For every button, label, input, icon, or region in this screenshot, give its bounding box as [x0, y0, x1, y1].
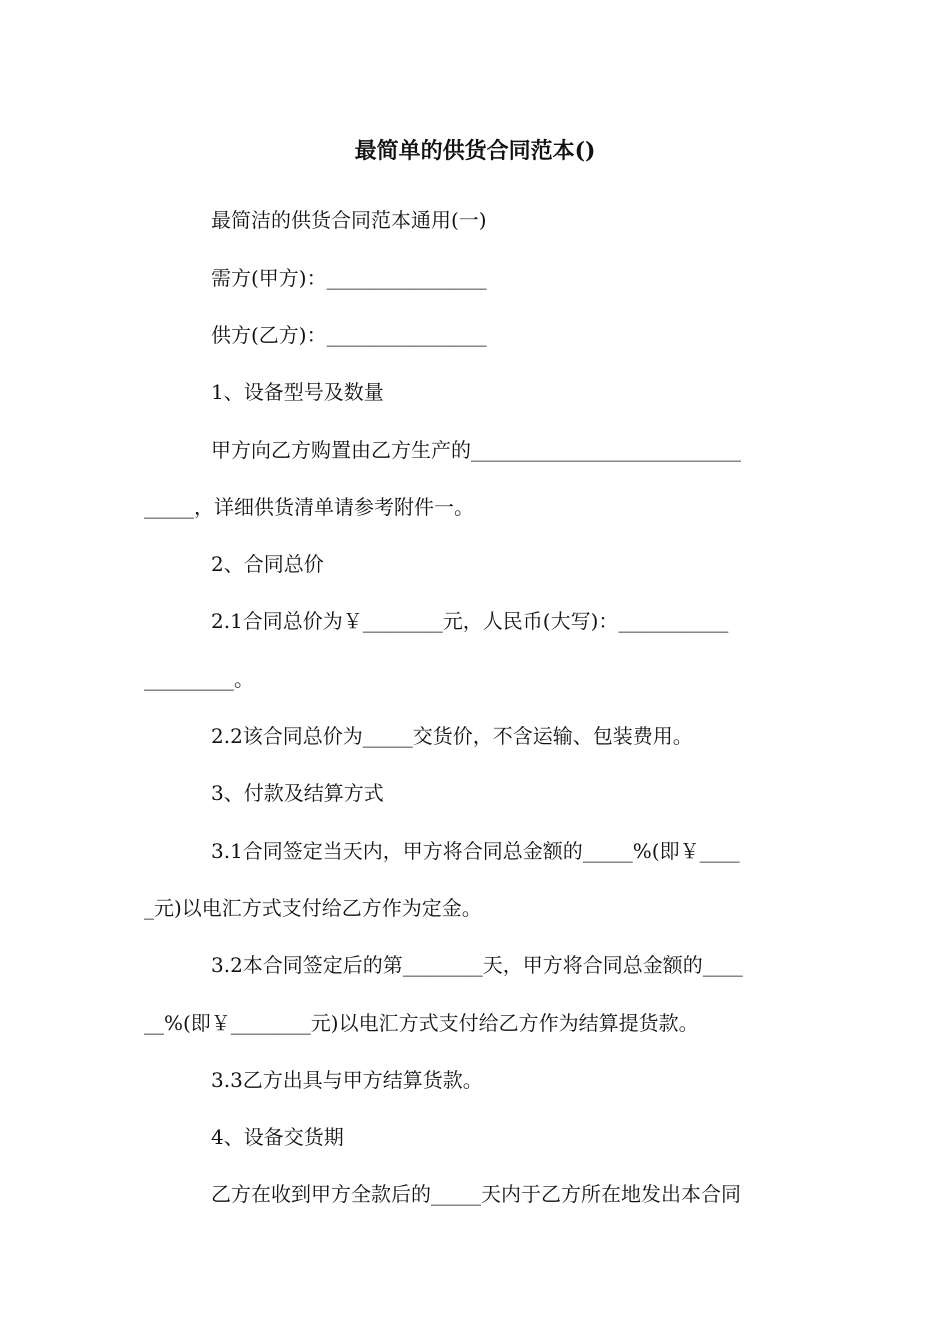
clause-3-1-line-2: _元)以电汇方式支付给乙方作为定金。: [144, 896, 482, 920]
supplier-party-line: 供方(乙方)：________________: [211, 323, 487, 347]
clause-2-1-line-2: _________。: [144, 667, 254, 691]
section-2-heading: 2、合同总价: [211, 552, 324, 576]
buyer-party-line: 需方(甲方)：________________: [211, 266, 487, 290]
clause-2-2: 2.2该合同总价为_____交货价，不含运输、包装费用。: [211, 724, 693, 748]
clause-3-3: 3.3乙方出具与甲方结算货款。: [211, 1068, 483, 1092]
section-4-text-line-1: 乙方在收到甲方全款后的_____天内于乙方所在地发出本合同: [211, 1182, 741, 1206]
section-1-text-line-2: _____，详细供货清单请参考附件一。: [144, 495, 474, 519]
clause-3-2-line-2: __%(即￥________元)以电汇方式支付给乙方作为结算提货款。: [144, 1011, 699, 1035]
section-3-heading: 3、付款及结算方式: [211, 781, 384, 805]
section-1-heading: 1、设备型号及数量: [211, 380, 384, 404]
contract-subtitle: 最简洁的供货合同范本通用(一): [211, 208, 487, 232]
clause-2-1-line-1: 2.1合同总价为￥________元，人民币(大写)：___________: [211, 609, 729, 633]
section-1-text-line-1: 甲方向乙方购置由乙方生产的___________________________: [211, 438, 741, 462]
section-4-heading: 4、设备交货期: [211, 1125, 344, 1149]
clause-3-2-line-1: 3.2本合同签定后的第________天，甲方将合同总金额的____: [211, 953, 743, 977]
document-title: 最简单的供货合同范本(): [354, 138, 596, 164]
clause-3-1-line-1: 3.1合同签定当天内，甲方将合同总金额的_____%(即￥____: [211, 839, 740, 863]
